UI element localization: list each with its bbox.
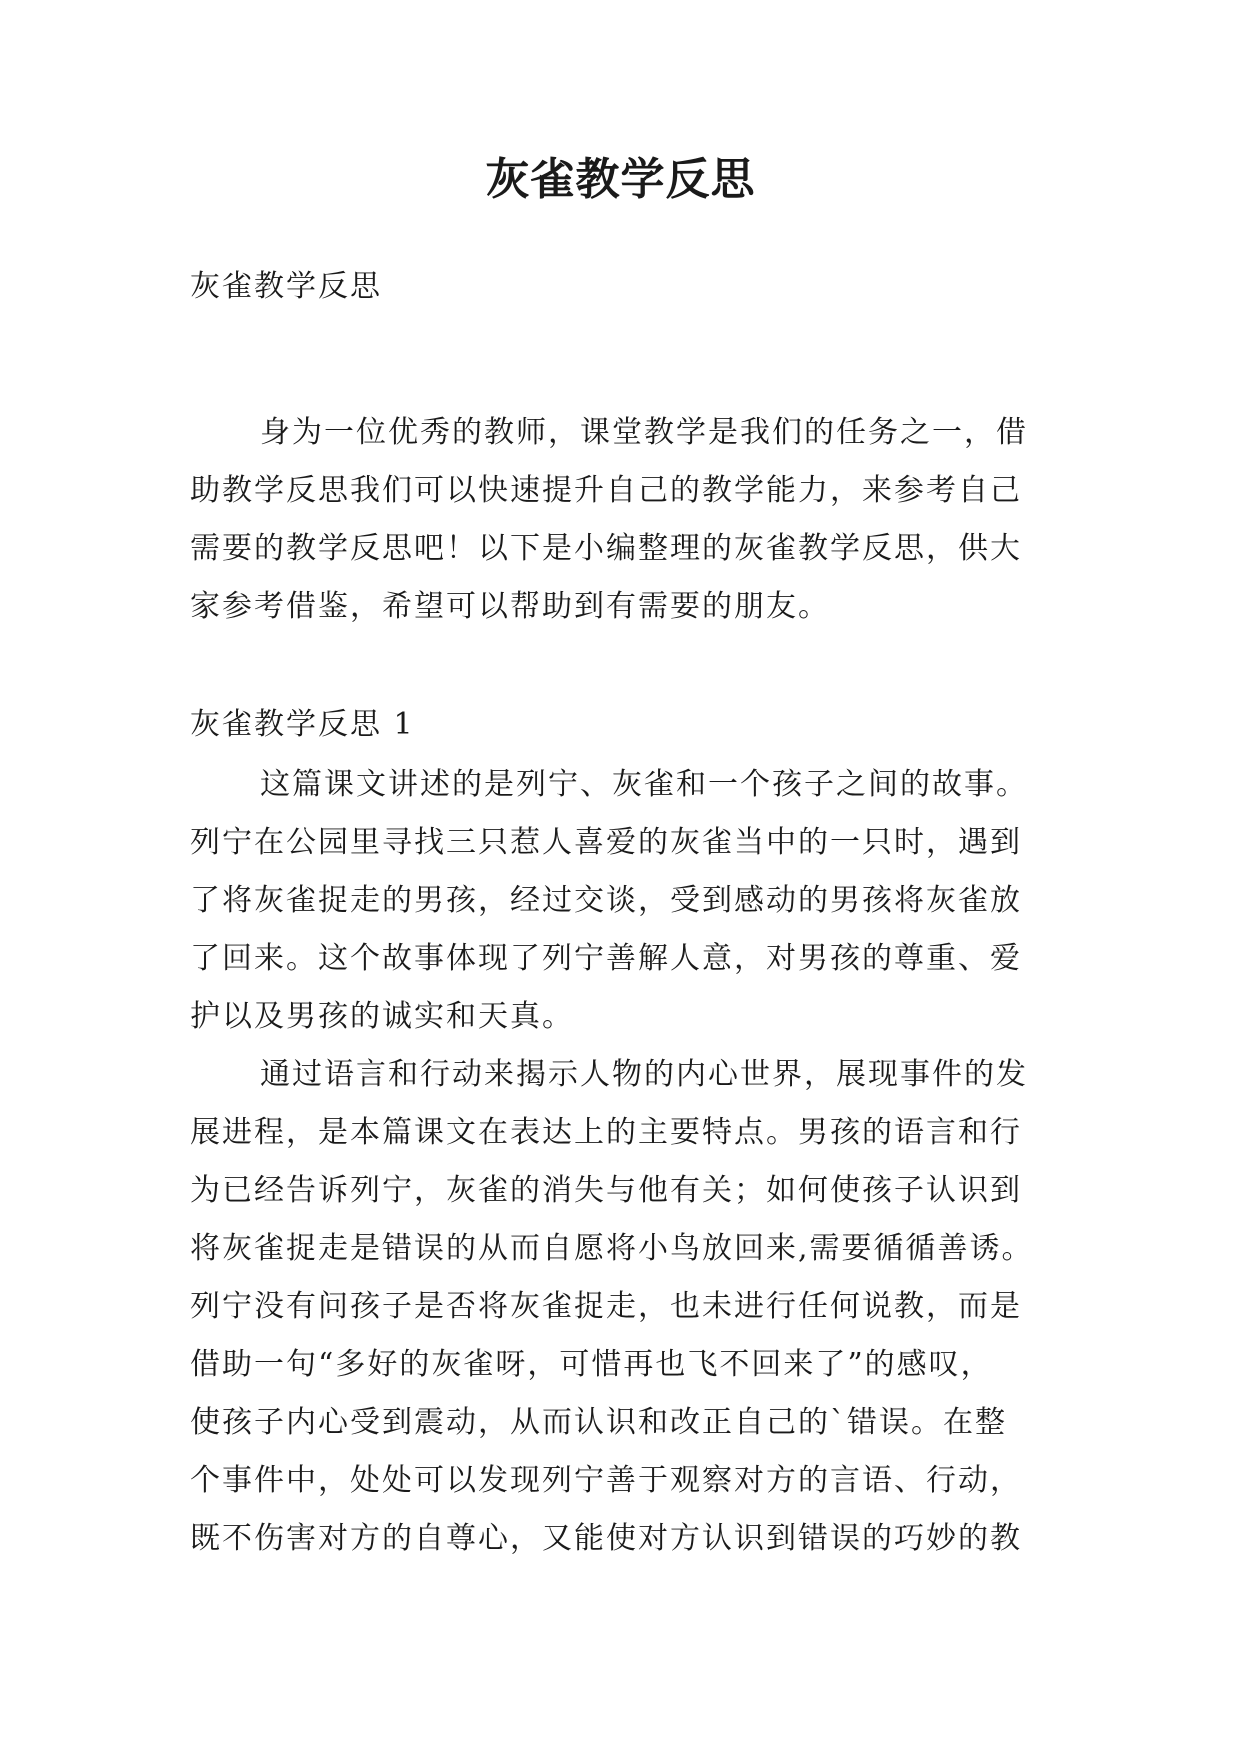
section1-p2-line-2: 展进程，是本篇课文在表达上的主要特点。男孩的语言和行 [190, 1115, 1022, 1150]
section-heading: 灰雀教学反思 1 [190, 707, 415, 742]
section1-p2-line-7: 使孩子内心受到震动，从而认识和改正自己的`错误。在整 [190, 1405, 1007, 1440]
section1-p1-line-5: 护以及男孩的诚实和天真。 [190, 999, 574, 1034]
section1-p2-line-6: 借助一句“多好的灰雀呀，可惜再也飞不回来了”的感叹， [190, 1347, 993, 1382]
section1-p2-line-1: 通过语言和行动来揭示人物的内心世界，展现事件的发 [260, 1057, 1028, 1092]
section1-p1-line-4: 了回来。这个故事体现了列宁善解人意，对男孩的尊重、爱 [190, 941, 1022, 976]
page-title: 灰雀教学反思 [485, 154, 756, 205]
section1-p2-line-5: 列宁没有问孩子是否将灰雀捉走，也未进行任何说教，而是 [190, 1289, 1022, 1324]
section1-p2-line-3: 为已经告诉列宁，灰雀的消失与他有关；如何使孩子认识到 [190, 1173, 1022, 1208]
section1-p2-line-8: 个事件中，处处可以发现列宁善于观察对方的言语、行动， [190, 1463, 1022, 1498]
section1-p2-line-9: 既不伤害对方的自尊心，又能使对方认识到错误的巧妙的教 [190, 1521, 1022, 1556]
intro-line-2: 助教学反思我们可以快速提升自己的教学能力，来参考自己 [190, 473, 1022, 508]
section1-p1-line-1: 这篇课文讲述的是列宁、灰雀和一个孩子之间的故事。 [260, 767, 1028, 802]
section1-p2-line-4: 将灰雀捉走是错误的从而自愿将小鸟放回来,需要循循善诱。 [190, 1231, 1034, 1266]
intro-line-3: 需要的教学反思吧！以下是小编整理的灰雀教学反思，供大 [190, 531, 1022, 566]
section1-p1-line-2: 列宁在公园里寻找三只惹人喜爱的灰雀当中的一只时，遇到 [190, 825, 1022, 860]
section1-p1-line-3: 了将灰雀捉走的男孩，经过交谈，受到感动的男孩将灰雀放 [190, 883, 1022, 918]
intro-line-1: 身为一位优秀的教师，课堂教学是我们的任务之一，借 [260, 415, 1028, 450]
document-subtitle: 灰雀教学反思 [190, 269, 382, 304]
intro-line-4: 家参考借鉴，希望可以帮助到有需要的朋友。 [190, 589, 830, 624]
